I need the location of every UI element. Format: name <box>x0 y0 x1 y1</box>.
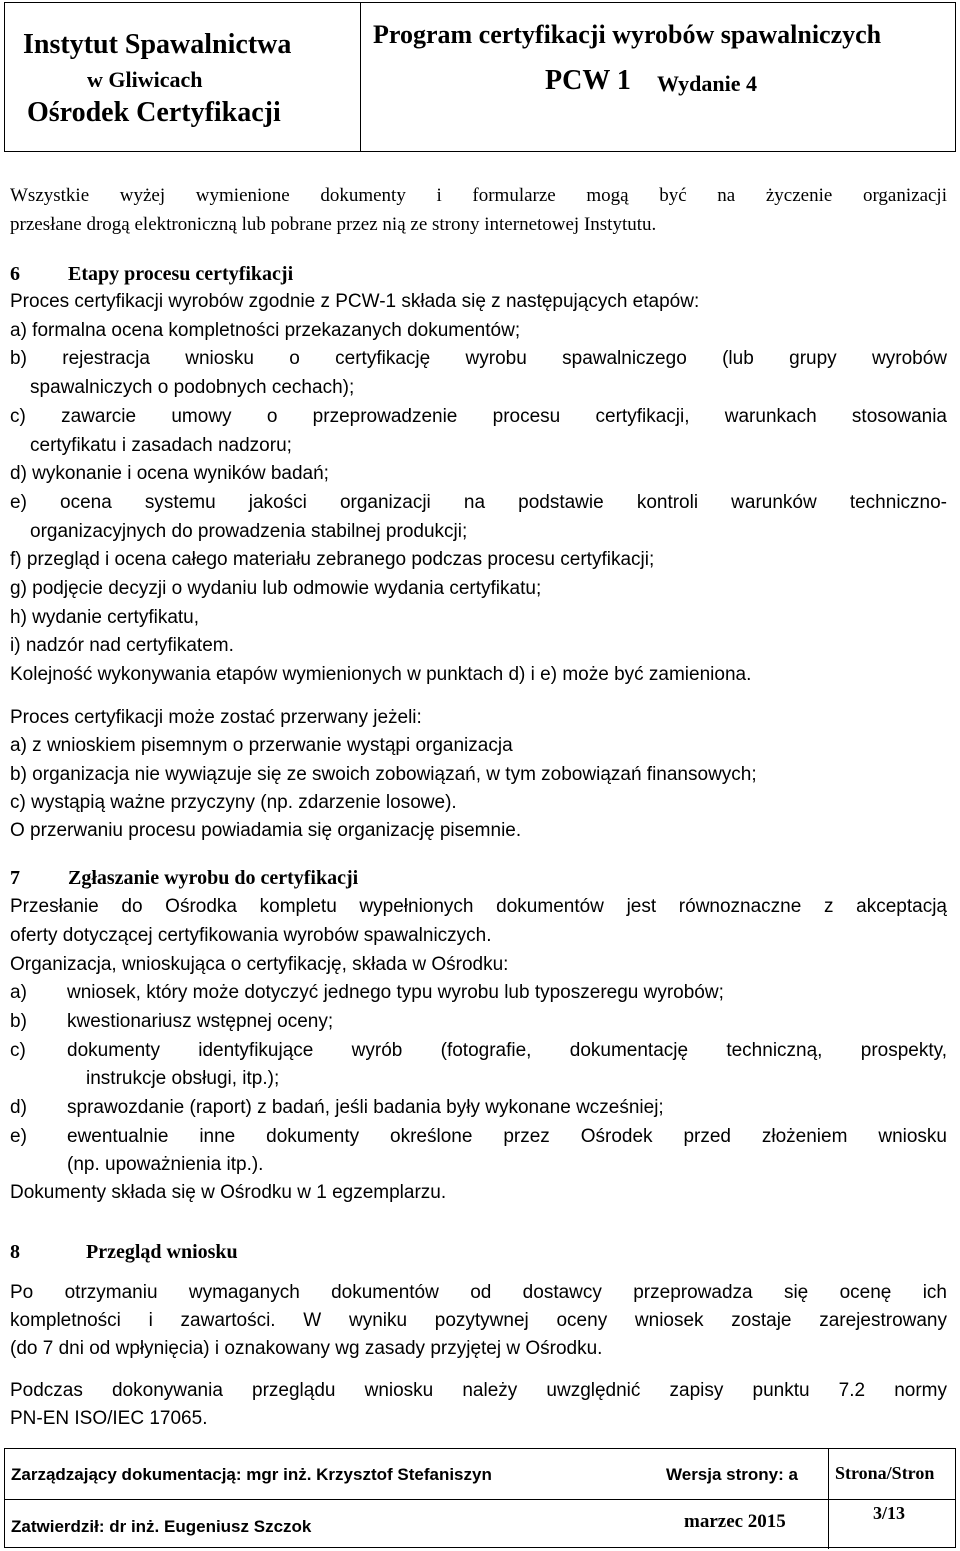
s7-item-c <box>10 1039 947 1063</box>
s7-closing: Dokumenty składa się w Ośrodku w 1 egzemplarzu. <box>10 1182 447 1203</box>
s6-lead: Proces certyfikacji wyrobów zgodnie z PCW-1 składa się z następujących etapów: <box>10 291 700 312</box>
item-text: kwestionariusz wstępnej oceny; <box>67 1011 334 1032</box>
s6-break-a: a) z wnioskiem pisemnym o przerwanie wystąpi organizacja <box>10 735 513 756</box>
s7-para-2: Organizacja, wnioskująca o certyfikację, składa w Ośrodku: <box>10 954 509 975</box>
s7-item-e-cont: (np. upoważnienia itp.). <box>67 1154 264 1175</box>
edition-label: Wydanie 4 <box>657 71 758 96</box>
section-title: Zgłaszanie wyrobu do certyfikacji <box>68 867 359 889</box>
item-text: wniosek, który może dotyczyć jednego typu wyrobu lub typoszeregu wyrobów; <box>67 982 724 1003</box>
s8-para-2-cont: PN-EN ISO/IEC 17065. <box>10 1408 208 1429</box>
item-text: ewentualnie inne dokumenty określone przez Ośrodek przed złożeniem wniosku <box>67 1126 947 1147</box>
document-manager: Zarządzający dokumentacją: mgr inż. Krzysztof Stefaniszyn <box>11 1465 492 1484</box>
s6-item-c: c) zawarcie umowy o przeprowadzenie procesu certyfikacji, warunkach stosowania <box>10 406 947 427</box>
item-label: b) <box>10 1011 27 1032</box>
item-text: sprawozdanie (raport) z badań, jeśli badania były wykonane wcześniej; <box>67 1097 664 1118</box>
s7-para-1: Przesłanie do Ośrodka kompletu wypełnionych dokumentów jest równoznaczne z akceptacją <box>10 896 947 917</box>
s8-para-1-cont2: (do 7 dni od wpłynięcia) i oznakowany wg zasady przyjętej w Ośrodku. <box>10 1338 603 1359</box>
s6-item-a: a) formalna ocena kompletności przekazanych dokumentów; <box>10 320 521 341</box>
s8-para-1-cont: kompletności i zawartości. W wyniku pozytywnej oceny wniosek zostaje zarejestrowany <box>10 1310 947 1331</box>
s6-item-e: e) ocena systemu jakości organizacji na podstawie kontroli warunków techniczno- <box>10 492 947 513</box>
page-footer <box>4 1448 956 1548</box>
s7-item-a <box>10 981 947 1005</box>
page-header <box>4 2 956 152</box>
section-8-heading <box>10 1240 947 1264</box>
section-title: Etapy procesu certyfikacji <box>68 263 294 285</box>
s6-item-g: g) podjęcie decyzji o wydaniu lub odmowie wydania certyfikatu; <box>10 578 542 599</box>
item-label: e) <box>10 1126 27 1147</box>
institute-name: Instytut Spawalnictwa <box>23 29 292 60</box>
s6-item-f: f) przegląd i ocena całego materiału zebranego podczas procesu certyfikacji; <box>10 549 655 570</box>
s6-item-i: i) nadzór nad certyfikatem. <box>10 635 234 656</box>
page-count-label: Strona/Stron <box>835 1463 935 1483</box>
approved-by: Zatwierdził: dr inż. Eugeniusz Szczok <box>11 1517 312 1536</box>
s6-item-d: d) wykonanie i ocena wyników badań; <box>10 463 329 484</box>
item-text: dokumenty identyfikujące wyrób (fotografie, dokumentację techniczną, prospekty, <box>67 1040 947 1061</box>
footer-approved-cell <box>5 1499 654 1549</box>
s6-item-e-cont: organizacyjnych do prowadzenia stabilnej produkcji; <box>30 521 468 542</box>
section-6-heading <box>10 262 947 286</box>
intro-line-2: przesłane drogą elektroniczną lub pobrane przez nią ze strony internetowej Instytutu. <box>10 214 657 235</box>
footer-date-cell <box>654 1499 828 1549</box>
s6-item-b: b) rejestracja wniosku o certyfikację wyrobu spawalniczego (lub grupy wyrobów <box>10 348 947 369</box>
section-number: 6 <box>10 263 20 285</box>
s6-item-c-cont: certyfikatu i zasadach nadzoru; <box>30 435 292 456</box>
header-left-cell <box>5 3 361 151</box>
page-number: 3/13 <box>873 1503 906 1523</box>
footer-manager-cell <box>5 1449 654 1499</box>
s6-break-lead: Proces certyfikacji może zostać przerwany jeżeli: <box>10 707 422 728</box>
item-label: a) <box>10 982 27 1003</box>
intro-line-1: Wszystkie wyżej wymienione dokumenty i formularze mogą być na życzenie organizacji <box>10 185 947 206</box>
section-title: Przegląd wniosku <box>86 1241 238 1263</box>
s6-item-b-cont: spawalniczych o podobnych cechach); <box>30 377 355 398</box>
certification-center: Ośrodek Certyfikacji <box>27 97 281 128</box>
s7-item-b <box>10 1010 947 1034</box>
s7-item-d <box>10 1096 947 1120</box>
s7-item-c-cont: instrukcje obsługi, itp.); <box>86 1068 280 1089</box>
s7-item-e <box>10 1125 947 1149</box>
issue-date: marzec 2015 <box>684 1511 786 1532</box>
item-label: c) <box>10 1040 26 1061</box>
footer-page-label-cell <box>828 1449 955 1499</box>
s8-para-2: Podczas dokonywania przeglądu wniosku należy uwzględnić zapisy punktu 7.2 normy <box>10 1380 947 1401</box>
s7-para-1-cont: oferty dotyczącej certyfikowania wyrobów spawalniczych. <box>10 925 492 946</box>
s8-para-1: Po otrzymaniu wymaganych dokumentów od dostawcy przeprowadza się ocenę ich <box>10 1282 947 1303</box>
institute-city: w Gliwicach <box>87 67 203 92</box>
footer-row-1 <box>5 1449 955 1500</box>
item-label: d) <box>10 1097 27 1118</box>
s6-break-c: c) wystąpią ważne przyczyny (np. zdarzenie losowe). <box>10 792 457 813</box>
footer-page-number-cell <box>828 1499 955 1549</box>
s6-item-h: h) wydanie certyfikatu, <box>10 607 200 628</box>
s6-order-note: Kolejność wykonywania etapów wymienionych w punktach d) i e) może być zamieniona. <box>10 664 752 685</box>
section-number: 7 <box>10 867 20 889</box>
section-7-heading <box>10 866 947 890</box>
program-code: PCW 1 <box>545 65 631 96</box>
s6-break-b: b) organizacja nie wywiązuje się ze swoich zobowiązań, w tym zobowiązań finansowych; <box>10 764 757 785</box>
footer-row-2 <box>5 1499 955 1549</box>
program-title: Program certyfikacji wyrobów spawalniczych <box>373 20 882 49</box>
section-number: 8 <box>10 1241 20 1263</box>
s6-break-note: O przerwaniu procesu powiadamia się organizację pisemnie. <box>10 820 522 841</box>
page-version: Wersja strony: a <box>666 1465 798 1484</box>
footer-version-cell <box>654 1449 828 1499</box>
